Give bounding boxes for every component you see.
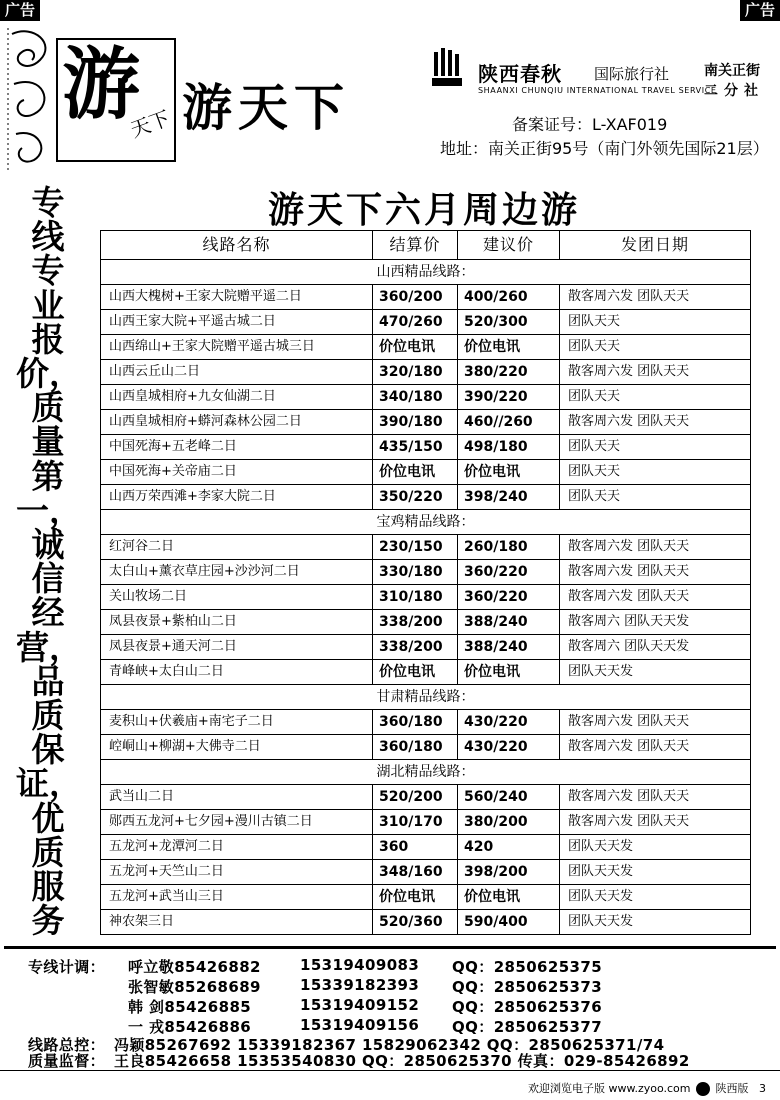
column-header-settle: 结算价 (373, 231, 458, 260)
suggest-price: 560/240 (458, 785, 560, 810)
license-number: 备案证号：L-XAF019 (512, 115, 668, 134)
planner-mobile: 15319409152 (300, 996, 420, 1014)
settle-price: 520/360 (373, 910, 458, 935)
departure-date: 散客周六发 团队天天 (560, 785, 751, 810)
route-name: 关山牧场二日 (101, 585, 373, 610)
slogan-line: 优质服务 (31, 798, 65, 941)
settle-price: 价位电讯 (373, 660, 458, 685)
table-row (101, 560, 751, 585)
page-number: 3 (759, 1082, 766, 1095)
route-name: 山西绵山+王家大院赠平遥古城三日 (101, 335, 373, 360)
suggest-price: 590/400 (458, 910, 560, 935)
section-row (101, 760, 751, 785)
departure-date: 团队天天发 (560, 860, 751, 885)
suggest-price: 520/300 (458, 310, 560, 335)
table-row (101, 435, 751, 460)
edition-seal-icon (696, 1082, 710, 1096)
ad-tag-right: 广告 (740, 0, 780, 21)
route-name: 青峰峡+太白山二日 (101, 660, 373, 685)
table-row (101, 585, 751, 610)
planner-name: 呼立敬85426882 (128, 958, 261, 976)
settle-price: 360/180 (373, 710, 458, 735)
table-row (101, 735, 751, 760)
branch-name-line1: 南关正街 (704, 63, 760, 79)
settle-price: 310/180 (373, 585, 458, 610)
route-name: 山西万荣西滩+李家大院二日 (101, 485, 373, 510)
planner-mobile: 15339182393 (300, 976, 420, 994)
planners-label: 专线计调： (28, 958, 106, 976)
edition-label: 陕西版 (715, 1082, 749, 1095)
table-row (101, 860, 751, 885)
column-header-suggest: 建议价 (458, 231, 560, 260)
table-row (101, 910, 751, 935)
settle-price: 348/160 (373, 860, 458, 885)
route-name: 五龙河+天竺山二日 (101, 860, 373, 885)
slogan-line: 质量第一， (16, 388, 82, 530)
settle-price: 230/150 (373, 535, 458, 560)
settle-price: 470/260 (373, 310, 458, 335)
route-name: 中国死海+关帝庙二日 (101, 460, 373, 485)
departure-date: 团队天天发 (560, 835, 751, 860)
route-name: 武当山二日 (101, 785, 373, 810)
settle-price: 520/200 (373, 785, 458, 810)
suggest-price: 260/180 (458, 535, 560, 560)
settle-price: 330/180 (373, 560, 458, 585)
suggest-price: 400/260 (458, 285, 560, 310)
settle-price: 320/180 (373, 360, 458, 385)
bottom-note (528, 1080, 766, 1096)
quality-label: 质量监督： (28, 1052, 106, 1070)
departure-date: 散客周六发 团队天天 (560, 535, 751, 560)
settle-price: 360/180 (373, 735, 458, 760)
table-row (101, 835, 751, 860)
planner-name: 张智敏85268689 (128, 978, 261, 996)
suggest-price: 388/240 (458, 610, 560, 635)
suggest-price: 价位电讯 (458, 460, 560, 485)
table-row (101, 535, 751, 560)
route-name: 山西皇城相府+蟒河森林公园二日 (101, 410, 373, 435)
routes-table-body (101, 260, 751, 935)
table-row (101, 285, 751, 310)
suggest-price: 价位电讯 (458, 885, 560, 910)
logo-glyph: 游 (62, 39, 135, 130)
route-name: 山西大槐树+王家大院赠平遥二日 (101, 285, 373, 310)
table-row (101, 610, 751, 635)
suggest-price: 430/220 (458, 710, 560, 735)
agency-address: 地址：南关正街95号（南门外领先国际21层） (440, 139, 769, 158)
table-row (101, 810, 751, 835)
slogan-line: 诚信经营， (16, 525, 82, 667)
departure-date: 团队天天 (560, 310, 751, 335)
route-name: 红河谷二日 (101, 535, 373, 560)
settle-price: 360 (373, 835, 458, 860)
website-note: 欢迎浏览电子版 www.zyoo.com (527, 1082, 691, 1095)
table-row (101, 335, 751, 360)
departure-date: 团队天天 (560, 460, 751, 485)
departure-date: 团队天天发 (560, 910, 751, 935)
brand-logo (56, 38, 176, 162)
settle-price: 338/200 (373, 635, 458, 660)
planner-qq: QQ：2850625373 (452, 978, 603, 996)
planner-mobile: 15319409083 (300, 956, 420, 974)
route-name: 崆峒山+柳湖+大佛寺二日 (101, 735, 373, 760)
settle-price: 360/200 (373, 285, 458, 310)
departure-date: 团队天天 (560, 335, 751, 360)
table-row (101, 660, 751, 685)
vertical-slogan (16, 183, 82, 941)
decorative-swirl-icon (4, 24, 60, 174)
agency-logo-icon (432, 48, 464, 88)
slogan-line: 品质保证， (16, 661, 82, 804)
bottom-divider (0, 1070, 780, 1071)
departure-date: 散客周六发 团队天天 (560, 560, 751, 585)
table-row (101, 485, 751, 510)
agency-type: 国际旅行社 (594, 65, 670, 83)
planner-mobile: 15319409156 (300, 1016, 420, 1034)
route-name: 山西王家大院+平遥古城二日 (101, 310, 373, 335)
planner-qq: QQ：2850625376 (452, 998, 603, 1016)
suggest-price: 460//260 (458, 410, 560, 435)
table-header-row (101, 231, 751, 260)
column-header-date: 发团日期 (560, 231, 751, 260)
routes-price-table (100, 230, 751, 935)
settle-price: 338/200 (373, 610, 458, 635)
suggest-price: 498/180 (458, 435, 560, 460)
brand-title: 游天下 (182, 78, 350, 137)
logo-subtext: 天下 (127, 105, 173, 143)
table-row (101, 635, 751, 660)
suggest-price: 398/200 (458, 860, 560, 885)
section-title: 湖北精品线路： (101, 760, 751, 785)
section-title: 宝鸡精品线路： (101, 510, 751, 535)
departure-date: 散客周六 团队天天发 (560, 635, 751, 660)
table-row (101, 885, 751, 910)
suggest-price: 价位电讯 (458, 335, 560, 360)
route-name: 五龙河+龙潭河二日 (101, 835, 373, 860)
departure-date: 散客周六发 团队天天 (560, 285, 751, 310)
departure-date: 散客周六发 团队天天 (560, 410, 751, 435)
section-row (101, 260, 751, 285)
control-label: 线路总控： (28, 1036, 106, 1054)
settle-price: 435/150 (373, 435, 458, 460)
ad-tag-left: 广告 (0, 0, 40, 21)
page-title: 游天下六月周边游 (267, 189, 580, 231)
departure-date: 散客周六发 团队天天 (560, 710, 751, 735)
branch-name-line2: 二分社 (704, 83, 764, 99)
table-row (101, 785, 751, 810)
suggest-price: 360/220 (458, 560, 560, 585)
planner-qq: QQ：2850625377 (452, 1018, 603, 1036)
suggest-price: 360/220 (458, 585, 560, 610)
suggest-price: 390/220 (458, 385, 560, 410)
settle-price: 价位电讯 (373, 885, 458, 910)
agency-name: 陕西春秋 (478, 62, 562, 86)
suggest-price: 388/240 (458, 635, 560, 660)
planner-name: 韩 剑85426885 (128, 998, 252, 1016)
table-row (101, 710, 751, 735)
slogan-line: 专线专业报价， (16, 183, 82, 394)
suggest-price: 380/200 (458, 810, 560, 835)
control-contact: 冯颖85267692 15339182367 15829062342 QQ：2850625371/74 (114, 1036, 665, 1054)
departure-date: 散客周六发 团队天天 (560, 360, 751, 385)
suggest-price: 430/220 (458, 735, 560, 760)
footer-divider (4, 946, 776, 949)
route-name: 凤县夜景+通天河二日 (101, 635, 373, 660)
section-row (101, 510, 751, 535)
settle-price: 310/170 (373, 810, 458, 835)
planner-qq: QQ：2850625375 (452, 958, 603, 976)
settle-price: 价位电讯 (373, 335, 458, 360)
table-row (101, 385, 751, 410)
agency-english-name: SHAANXI CHUNQIU INTERNATIONAL TRAVEL SERVICE (478, 86, 717, 95)
departure-date: 团队天天 (560, 485, 751, 510)
table-row (101, 410, 751, 435)
departure-date: 团队天天发 (560, 885, 751, 910)
route-name: 神农架三日 (101, 910, 373, 935)
departure-date: 团队天天 (560, 435, 751, 460)
settle-price: 价位电讯 (373, 460, 458, 485)
suggest-price: 380/220 (458, 360, 560, 385)
departure-date: 散客周六发 团队天天 (560, 585, 751, 610)
section-title: 甘肃精品线路： (101, 685, 751, 710)
section-row (101, 685, 751, 710)
route-name: 五龙河+武当山三日 (101, 885, 373, 910)
table-row (101, 460, 751, 485)
departure-date: 团队天天发 (560, 660, 751, 685)
page-header (0, 22, 780, 180)
route-name: 中国死海+五老峰二日 (101, 435, 373, 460)
section-title: 山西精品线路： (101, 260, 751, 285)
route-name: 凤县夜景+紫柏山二日 (101, 610, 373, 635)
column-header-route: 线路名称 (101, 231, 373, 260)
route-name: 郧西五龙河+七夕园+漫川古镇二日 (101, 810, 373, 835)
planner-name: 一 戎85426886 (128, 1018, 252, 1036)
settle-price: 390/180 (373, 410, 458, 435)
table-row (101, 360, 751, 385)
suggest-price: 价位电讯 (458, 660, 560, 685)
route-name: 山西云丘山二日 (101, 360, 373, 385)
route-name: 麦积山+伏羲庙+南宅子二日 (101, 710, 373, 735)
route-name: 山西皇城相府+九女仙湖二日 (101, 385, 373, 410)
departure-date: 散客周六发 团队天天 (560, 735, 751, 760)
suggest-price: 398/240 (458, 485, 560, 510)
departure-date: 散客周六 团队天天发 (560, 610, 751, 635)
settle-price: 340/180 (373, 385, 458, 410)
departure-date: 散客周六发 团队天天 (560, 810, 751, 835)
route-name: 太白山+薰衣草庄园+沙沙河二日 (101, 560, 373, 585)
table-row (101, 310, 751, 335)
departure-date: 团队天天 (560, 385, 751, 410)
quality-contact: 王良85426658 15353540830 QQ：2850625370 传真：029-85426892 (114, 1052, 690, 1070)
suggest-price: 420 (458, 835, 560, 860)
settle-price: 350/220 (373, 485, 458, 510)
